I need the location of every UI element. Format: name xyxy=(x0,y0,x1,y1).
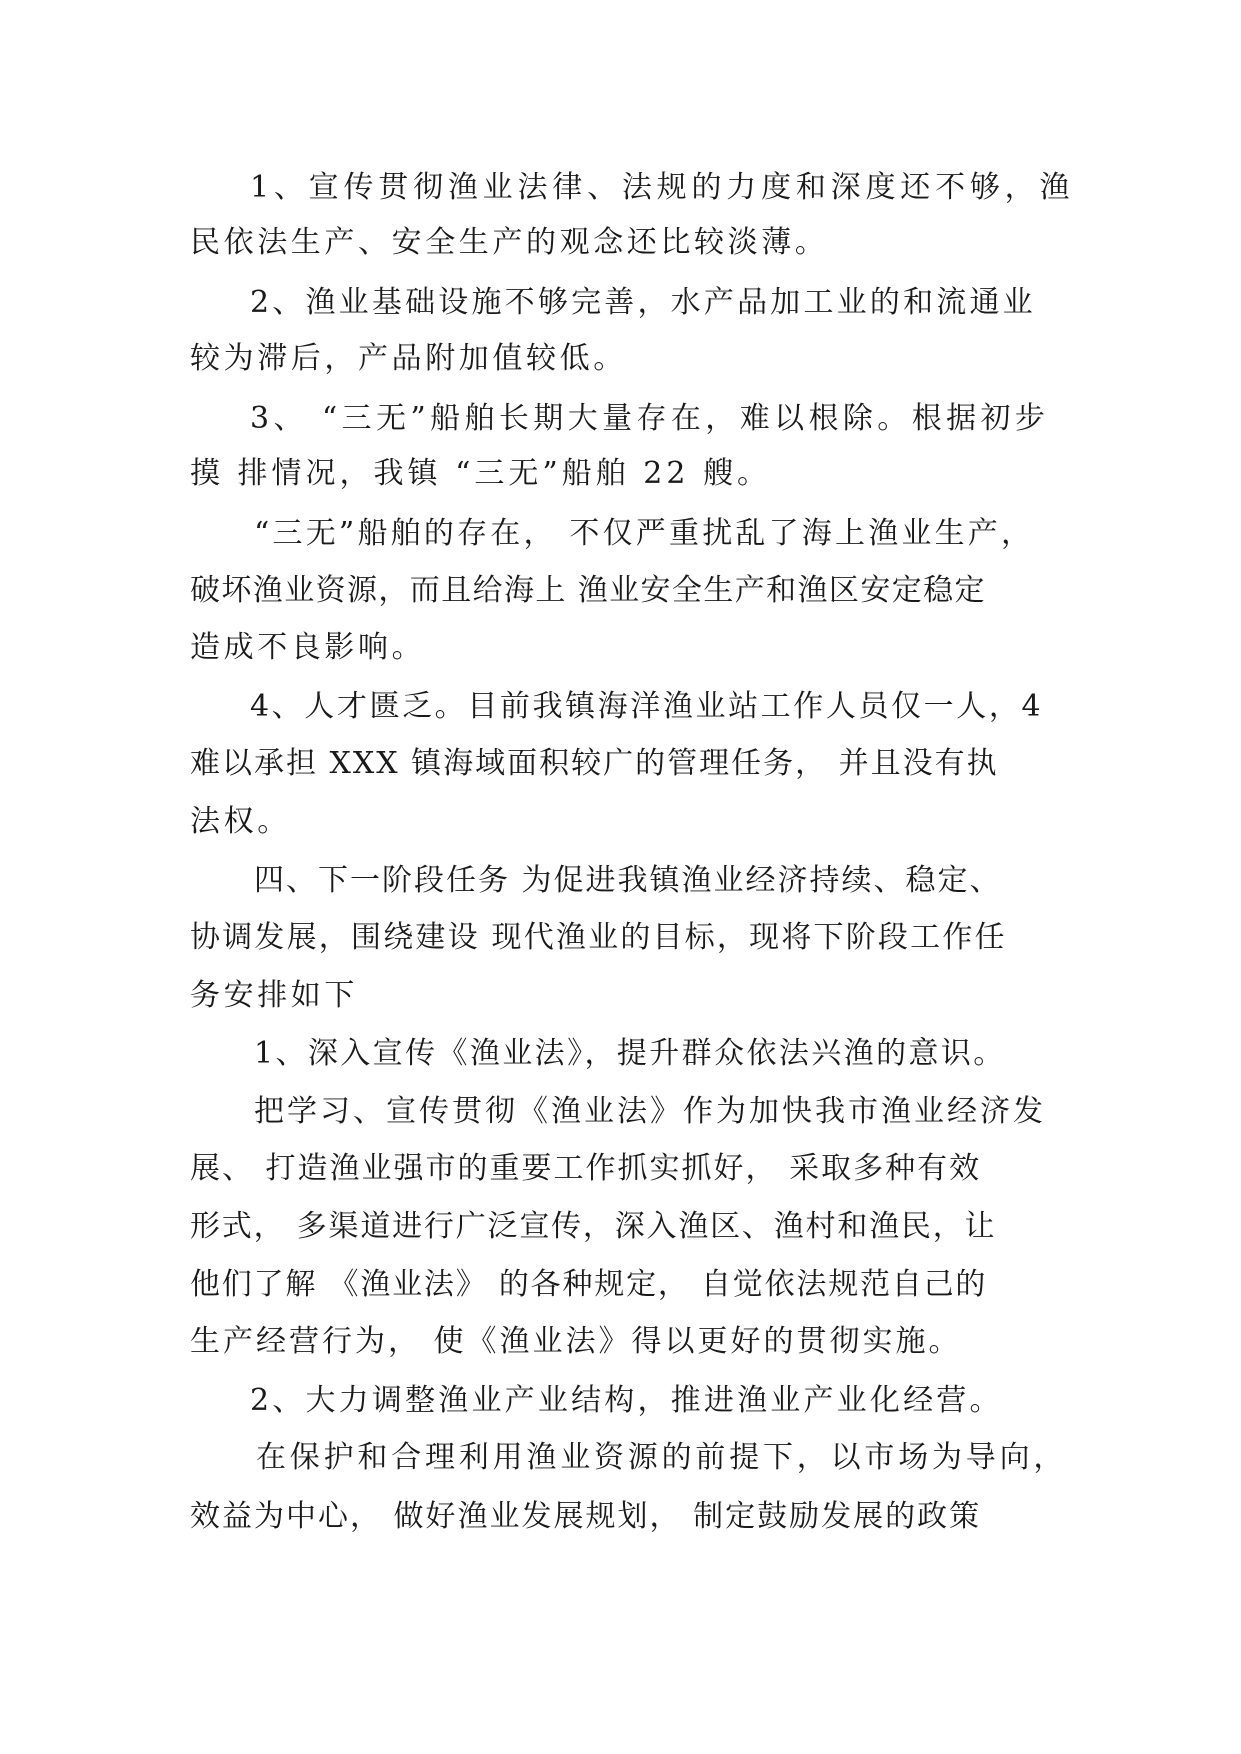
text-line: 民依法生产、安全生产的观念还比较淡薄。 xyxy=(190,225,829,260)
text-line: 他们了解 《渔业法》 的各种规定， 自觉依法规范自己的 xyxy=(190,1267,988,1302)
text-line: 展、 打造渔业强市的重要工作抓实抓好， 采取多种有效 xyxy=(190,1151,982,1186)
text-line: 摸 排情况，我镇 “三无”船舶 22 艘。 xyxy=(190,456,771,491)
text-line: 把学习、宣传贯彻《渔业法》作为加快我市渔业经济发 xyxy=(254,1094,1046,1129)
text-line: 难以承担 XXX 镇海域面积较广的管理任务， 并且没有执 xyxy=(190,746,999,781)
text-line: “三无”船舶的存在， 不仅严重扰乱了海上渔业生产， xyxy=(254,516,1035,551)
text-line: 3、 “三无”船舶长期大量存在，难以根除。根据初步 xyxy=(250,401,1050,436)
text-line: 1、深入宣传《渔业法》，提升群众依法兴渔的意识。 xyxy=(254,1036,1006,1071)
text-line: 破坏渔业资源，而且给海上 渔业安全生产和渔区安定稳定 xyxy=(190,573,986,608)
text-line: 协调发展，围绕建设 现代渔业的目标，现将下阶段工作任 xyxy=(190,920,1007,955)
text-line: 在保护和合理利用渔业资源的前提下，以市场为导向， xyxy=(256,1440,1068,1475)
text-line: 法权。 xyxy=(190,804,291,839)
text-line: 较为滞后，产品附加值较低。 xyxy=(190,341,627,376)
text-line: 形式， 多渠道进行广泛宣传，深入渔区、渔村和渔民，让 xyxy=(190,1209,997,1244)
text-line: 效益为中心， 做好渔业发展规划， 制定鼓励发展的政策 xyxy=(190,1499,982,1534)
text-line: 2、渔业基础设施不够完善，水产品加工业的和流通业 xyxy=(250,285,1036,320)
text-line: 造成不良影响。 xyxy=(190,630,426,665)
text-line: 生产经营行为， 使《渔业法》得以更好的贯彻实施。 xyxy=(190,1324,962,1359)
text-line: 四、下一阶段任务 为促进我镇渔业经济持续、稳定、 xyxy=(254,863,1002,898)
text-line: 2、大力调整渔业产业结构，推进渔业产业化经营。 xyxy=(250,1383,1003,1418)
text-line: 1、宣传贯彻渔业法律、法规的力度和深度还不够，渔 xyxy=(250,170,1075,205)
text-line: 务安排如下 xyxy=(190,978,358,1013)
text-line: 4、人才匮乏。目前我镇海洋渔业站工作人员仅一人，4 xyxy=(250,689,1044,724)
